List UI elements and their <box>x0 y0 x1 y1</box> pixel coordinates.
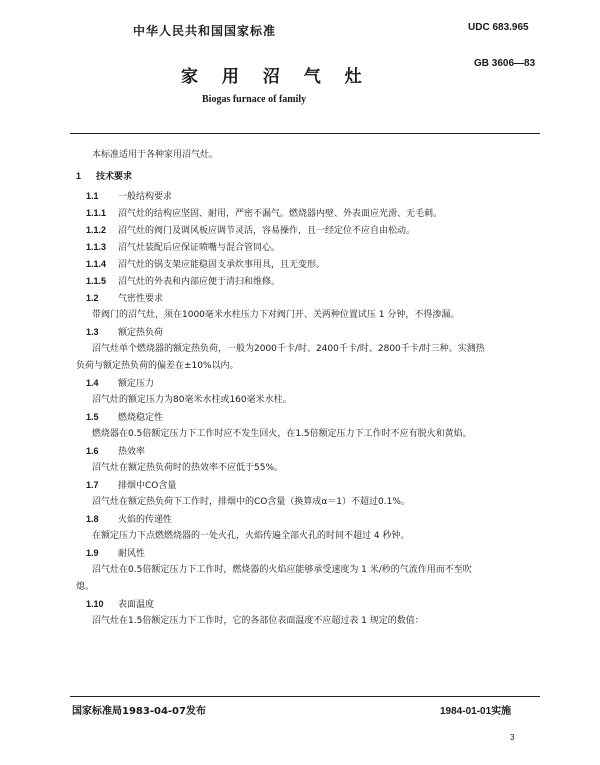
section-1-7-heading: 1.7 排烟中CO含量 <box>86 480 177 491</box>
clause-1-2-text: 带阀门的沼气灶，须在1000毫米水柱压力下对阀门开、关两种位置试压 1 分钟，不得渗漏。 <box>92 310 460 320</box>
standard-org-title: 中华人民共和国国家标准 <box>133 24 277 38</box>
section-1-heading: 1 技术要求 <box>76 171 133 182</box>
section-1-8-heading: 1.8 火焰的传递性 <box>86 514 173 525</box>
clause-1-4-text: 沼气灶的额定压力为80毫米水柱或160毫米水柱。 <box>92 395 292 405</box>
section-1-5-heading: 1.5 燃烧稳定性 <box>86 412 164 423</box>
section-1-1-heading: 1.1 一般结构要求 <box>86 191 173 202</box>
clause-1-3-text-line2: 负荷与额定热负荷的偏差在±10%以内。 <box>76 361 239 371</box>
scope-text: 本标准适用于各种家用沼气灶。 <box>92 150 219 160</box>
clause-1-9-text-line1: 沼气灶在0.5倍额定压力下工作时，燃烧器的火焰应能够承受速度为 1 米/秒的气流作用而不至吹 <box>92 565 472 575</box>
section-1-2-heading: 1.2 气密性要求 <box>86 293 164 304</box>
clause-1-1-2: 1.1.2 沼气灶的阀门及调风板应调节灵活，容易操作，且一经定位不应自由松动。 <box>86 225 416 236</box>
clause-1-5-text: 燃烧器在0.5倍额定压力下工作时应不发生回火，在1.5倍额定压力下工作时不应有脱火和黄焰。 <box>92 429 472 439</box>
clause-1-1-4: 1.1.4 沼气灶的锅支架应能稳固支承炊事用具，且无变形。 <box>86 259 326 270</box>
clause-1-8-text: 在额定压力下点燃燃烧器的一处火孔，火焰传遍全部火孔的时间不超过 4 秒钟。 <box>92 531 410 541</box>
footer-divider <box>70 696 540 697</box>
document-title-en: Biogas furnace of family <box>202 94 307 105</box>
clause-1-10-text: 沼气灶在1.5倍额定压力下工作时，它的各部位表面温度不应超过表 1 规定的数值： <box>92 616 424 626</box>
clause-1-1-1: 1.1.1 沼气灶的结构应坚固、耐用，严密不漏气。燃烧器内壁、外表面应光滑、无毛刺。 <box>86 208 443 219</box>
section-1-3-heading: 1.3 额定热负荷 <box>86 327 164 338</box>
clause-1-7-text: 沼气灶在额定热负荷下工作时，排烟中的CO含量（换算成α＝1）不超过0.1%。 <box>92 497 410 507</box>
clause-1-1-5: 1.1.5 沼气灶的外表和内部应便于清扫和维修。 <box>86 276 281 287</box>
clause-1-6-text: 沼气灶在额定热负荷时的热效率不应低于55%。 <box>92 463 284 473</box>
issue-date: 国家标准局1983-04-07发布 <box>72 706 206 717</box>
document-title: 家 用 沼 气 灶 <box>181 67 371 87</box>
section-1-6-heading: 1.6 热效率 <box>86 446 146 457</box>
clause-1-1-3: 1.1.3 沼气灶装配后应保证喷嘴与混合管同心。 <box>86 242 281 253</box>
effective-date: 1984-01-01实施 <box>440 706 512 717</box>
section-1-4-heading: 1.4 额定压力 <box>86 378 155 389</box>
clause-1-3-text-line1: 沼气灶单个燃烧器的额定热负荷，一般为2000千卡/时、2400千卡/时、2800千卡/时三种。实测热 <box>92 344 485 354</box>
gb-number: GB 3606—83 <box>474 58 536 69</box>
page-number: 3 <box>510 733 515 742</box>
section-1-10-heading: 1.10 表面温度 <box>86 599 155 610</box>
top-divider <box>70 133 540 134</box>
clause-1-9-text-line2: 熄。 <box>76 582 95 592</box>
udc-code: UDC 683.965 <box>468 22 529 33</box>
section-1-9-heading: 1.9 耐风性 <box>86 548 146 559</box>
